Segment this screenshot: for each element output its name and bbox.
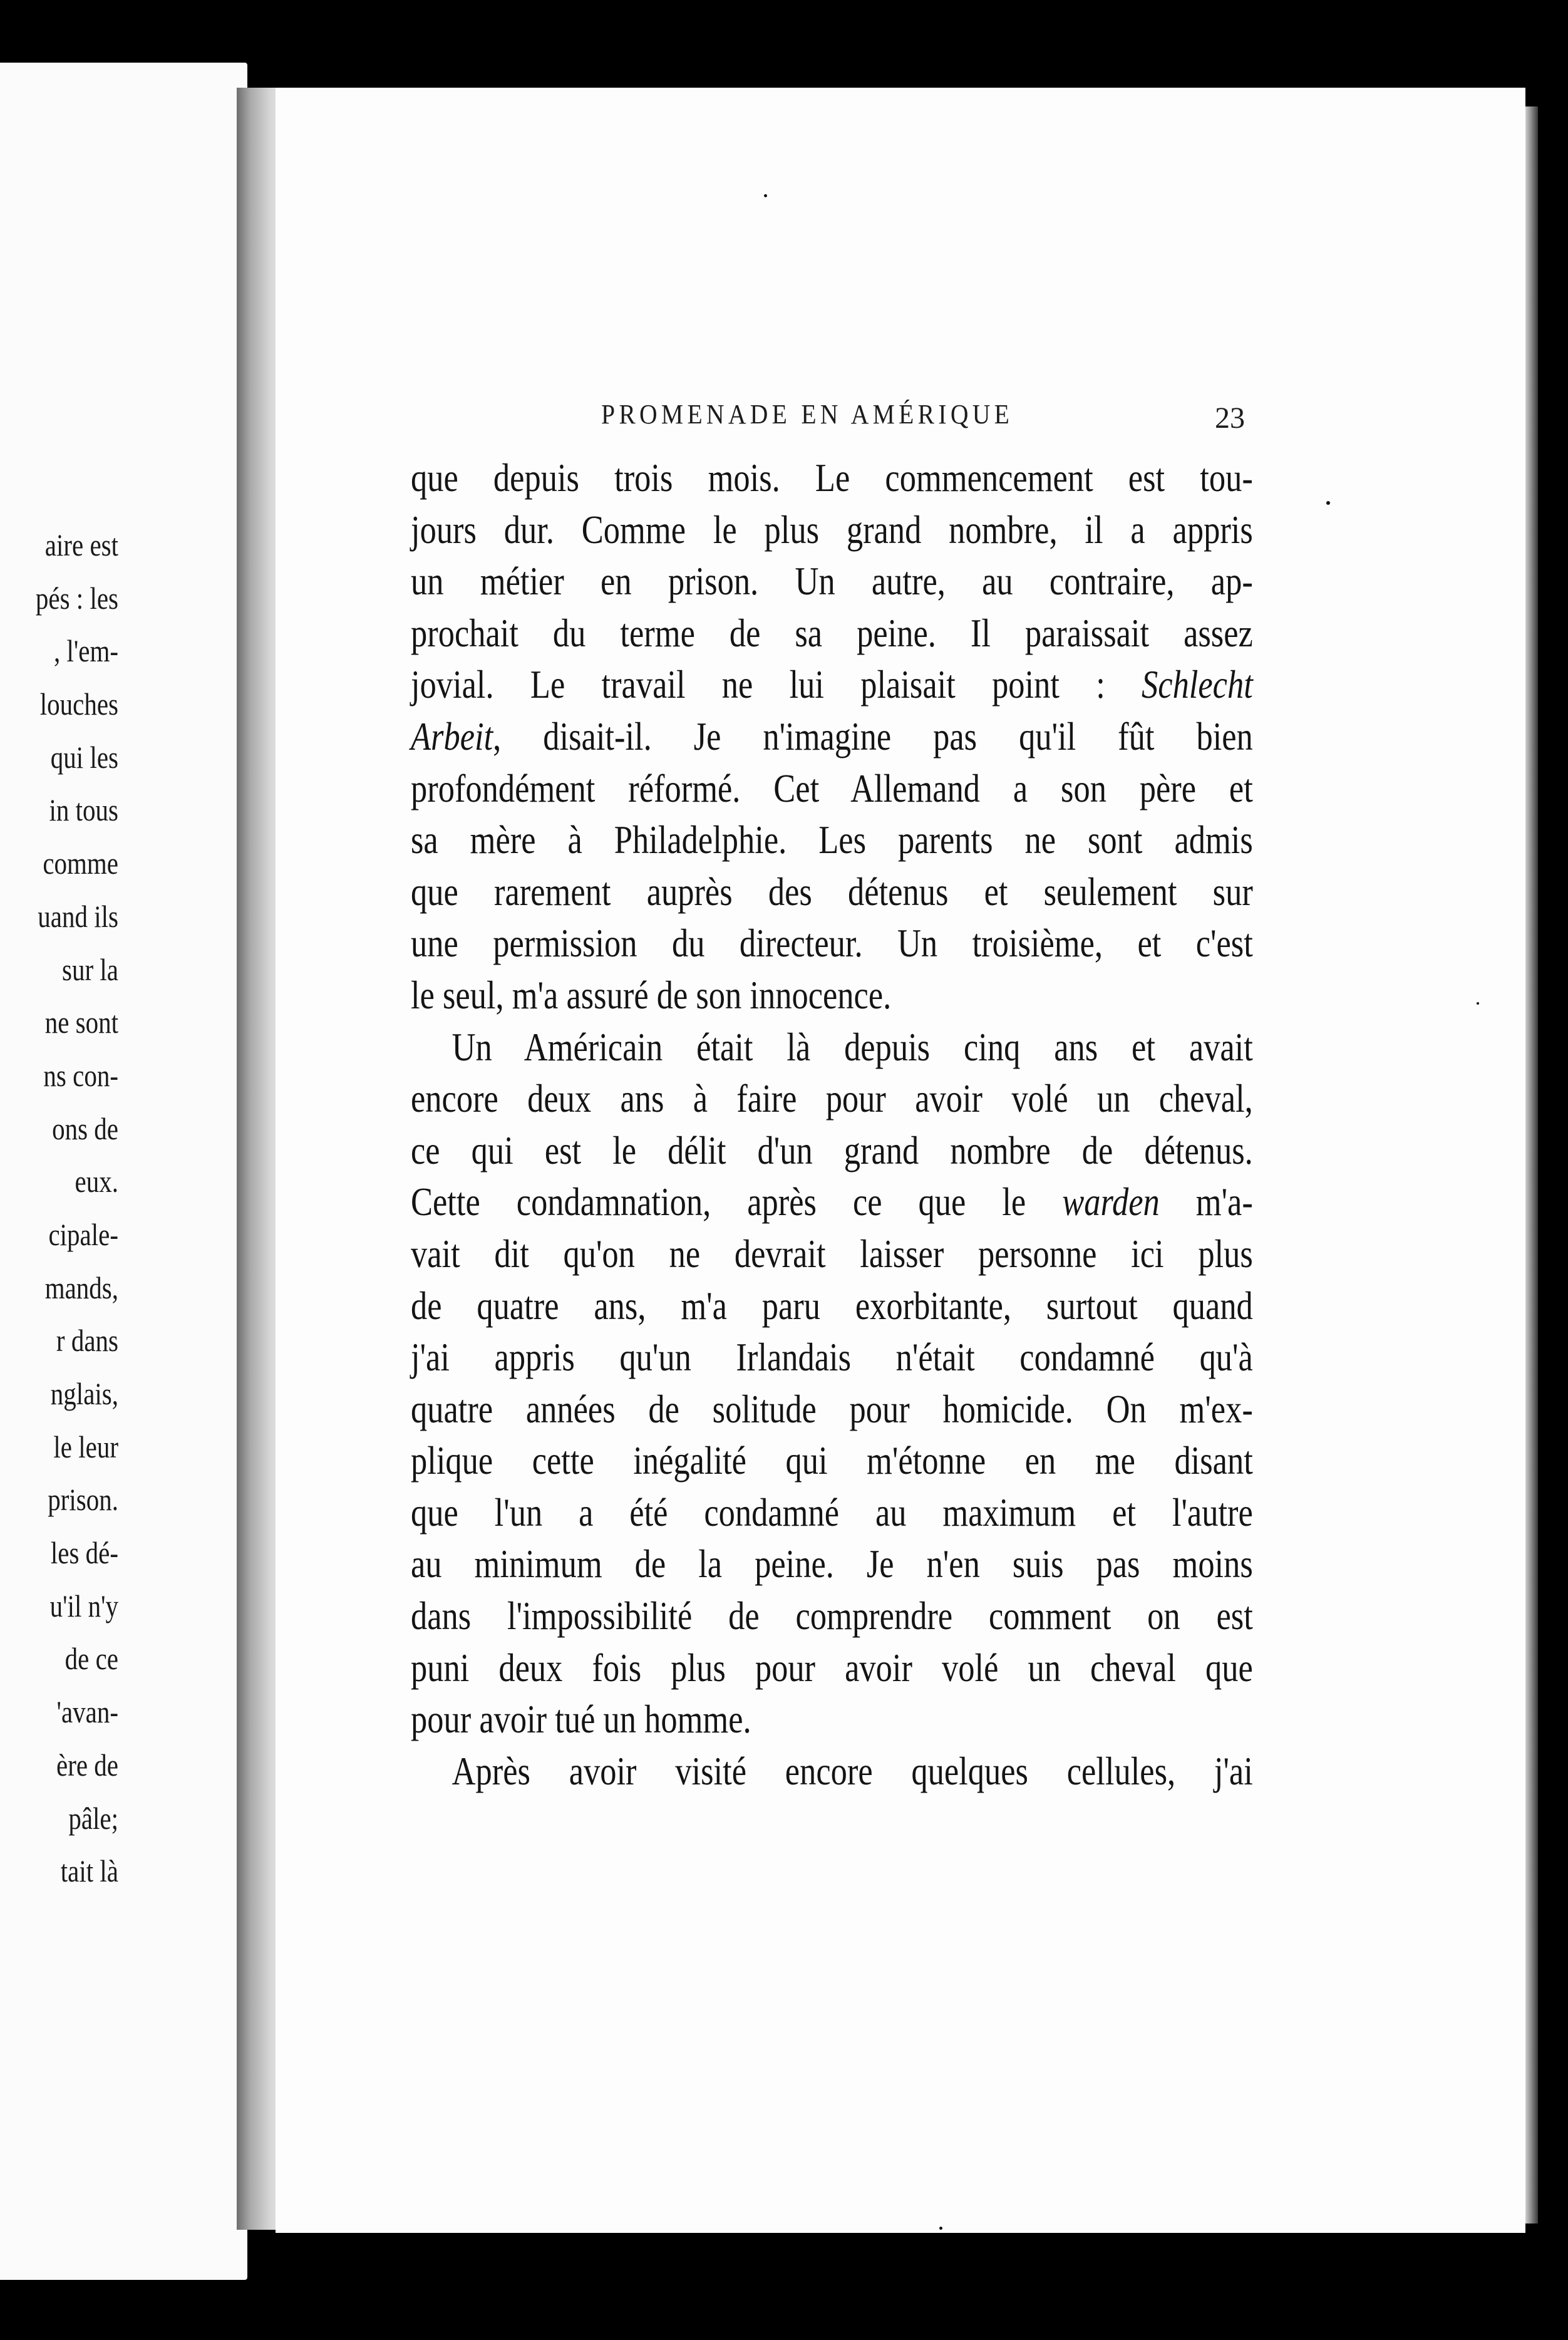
text-line: que l'un a été condamné au maximum et l'autre: [411, 1489, 1253, 1535]
text-line: dans l'impossibilité de comprendre comment on est: [411, 1593, 1253, 1639]
running-head: PROMENADE EN AMÉRIQUE: [601, 399, 1014, 430]
text-line: [411, 711, 1253, 763]
left-page-text: [16, 519, 118, 1898]
text-line: [411, 659, 1253, 711]
left-text-line: le leur: [53, 1429, 118, 1464]
left-text-line: 'avan-: [56, 1694, 118, 1730]
left-text-line: u'il n'y: [49, 1588, 118, 1623]
scan-speck: [1477, 1002, 1479, 1005]
text-line: jours dur. Comme le plus grand nombre, il a appris: [411, 507, 1253, 552]
text-span: Cette condamnation, après ce que le: [411, 1179, 1063, 1224]
text-line: prochait du terme de sa peine. Il paraissait assez: [411, 610, 1253, 655]
text-line: que depuis trois mois. Le commencement est tou-: [411, 455, 1253, 500]
left-text-line: prison.: [48, 1482, 118, 1518]
scan-speck: [1326, 501, 1330, 505]
left-text-line: in tous: [49, 792, 118, 828]
left-text-line: nglais,: [50, 1376, 118, 1411]
italic-word: warden: [1062, 1179, 1160, 1224]
text-line: Après avoir visité encore quelques cellules, j'ai: [451, 1748, 1253, 1793]
text-span: , disait-il. Je n'imagine pas qu'il fût bien: [493, 713, 1253, 758]
left-text-line: les dé-: [50, 1535, 118, 1571]
left-text-line: mands,: [44, 1270, 118, 1305]
left-text-line: eux.: [75, 1164, 118, 1199]
italic-word: Arbeit: [411, 713, 493, 758]
left-text-line: louches: [39, 686, 118, 722]
left-text-line: tait là: [60, 1853, 118, 1889]
text-span: jovial. Le travail ne lui plaisait point :: [411, 662, 1142, 707]
text-line: Un Américain était là depuis cinq ans et avait: [451, 1024, 1253, 1069]
text-line: que rarement auprès des détenus et seulement sur: [411, 869, 1253, 914]
left-text-line: ons de: [52, 1110, 118, 1146]
text-line: quatre années de solitude pour homicide. On m'ex-: [411, 1386, 1253, 1431]
text-line: profondément réformé. Cet Allemand a son père et: [411, 765, 1253, 810]
text-line: au minimum de la peine. Je n'en suis pas moins: [411, 1541, 1253, 1587]
text-line: vait dit qu'on ne devrait laisser personne ici plus: [411, 1231, 1253, 1276]
left-text-line: cipale-: [48, 1216, 118, 1252]
text-line: de quatre ans, m'a paru exorbitante, surtout quand: [411, 1283, 1253, 1328]
text-line: ce qui est le délit d'un grand nombre de détenus.: [411, 1127, 1253, 1173]
text-line: [411, 1176, 1253, 1228]
text-line: le seul, m'a assuré de son innocence.: [411, 972, 892, 1017]
left-text-line: ère de: [56, 1747, 118, 1783]
text-line: un métier en prison. Un autre, au contraire, ap-: [411, 559, 1253, 604]
left-text-line: r dans: [56, 1323, 118, 1359]
text-line: plique cette inégalité qui m'étonne en me disant: [411, 1438, 1253, 1483]
left-page: [0, 63, 247, 2280]
left-text-line: , l'em-: [53, 633, 118, 669]
text-line: une permission du directeur. Un troisième, et c'est: [411, 921, 1253, 966]
left-text-line: pés : les: [35, 580, 118, 616]
italic-word: Schlecht: [1142, 662, 1253, 707]
scan-speck: [764, 194, 767, 197]
page-edge: [1525, 106, 1538, 2224]
left-text-line: ns con-: [43, 1057, 118, 1093]
text-line: puni deux fois plus pour avoir volé un cheval que: [411, 1645, 1253, 1690]
scan-speck: [939, 2227, 942, 2230]
body-text: [411, 452, 1253, 1797]
text-span: m'a-: [1159, 1179, 1253, 1224]
left-text-line: aire est: [44, 527, 118, 562]
text-line: j'ai appris qu'un Irlandais n'était condamné qu'à: [411, 1335, 1253, 1380]
left-text-line: uand ils: [38, 898, 118, 934]
text-line: pour avoir tué un homme.: [411, 1697, 751, 1742]
left-text-line: pâle;: [68, 1800, 118, 1836]
text-line: encore deux ans à faire pour avoir volé un cheval,: [411, 1076, 1253, 1121]
left-text-line: qui les: [50, 739, 118, 775]
left-text-line: ne sont: [44, 1005, 118, 1040]
left-text-line: sur la: [62, 951, 118, 987]
page-number: 23: [1215, 401, 1245, 435]
left-text-line: de ce: [64, 1641, 118, 1677]
left-text-line: comme: [43, 846, 118, 881]
text-line: sa mère à Philadelphie. Les parents ne sont admis: [411, 817, 1253, 862]
